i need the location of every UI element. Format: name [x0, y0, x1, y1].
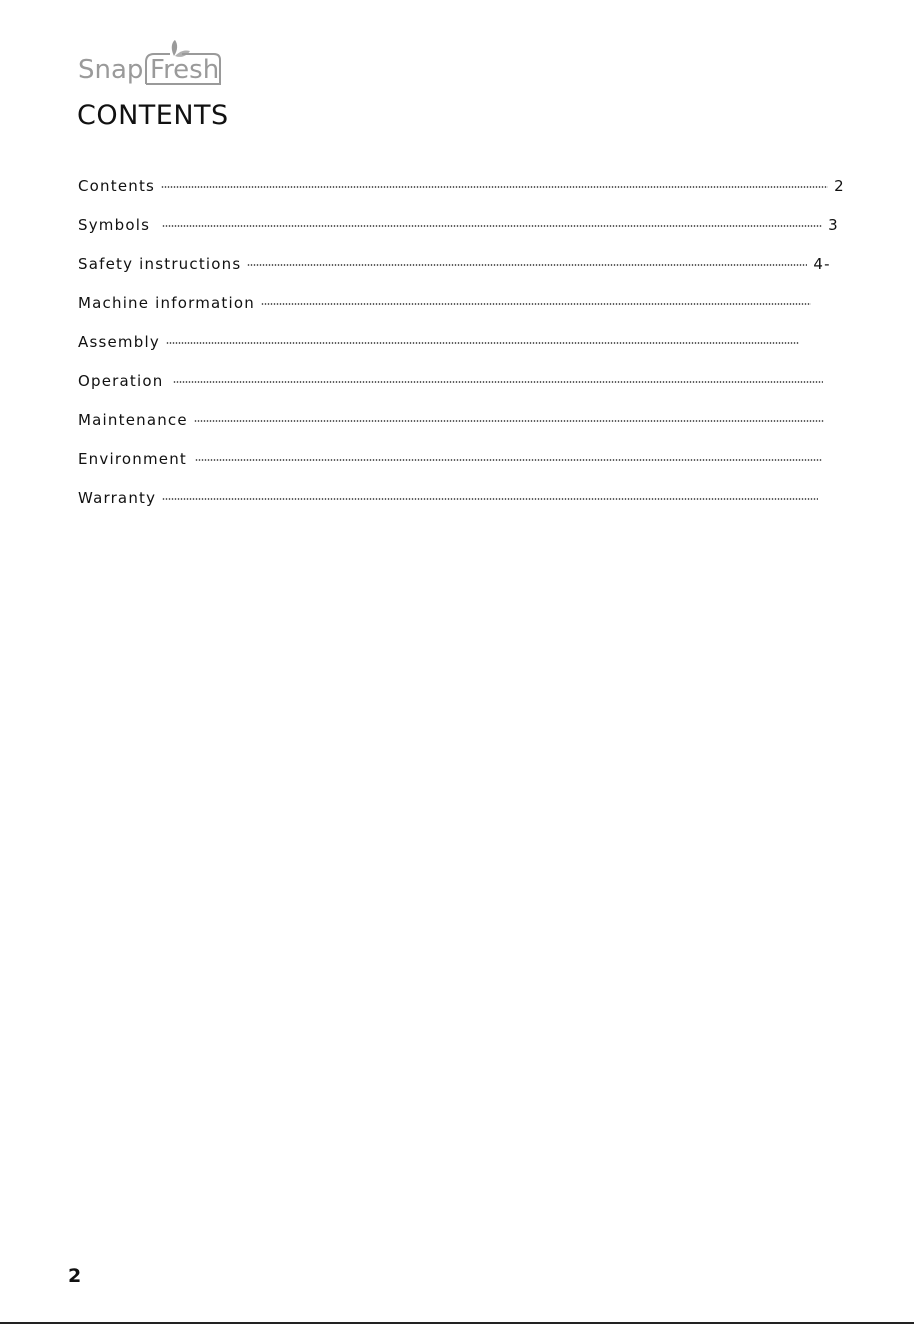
toc-entry-label: Machine information — [78, 294, 255, 312]
toc-entry-page: 2 — [834, 177, 845, 195]
logo-word-snap: Snap — [78, 55, 144, 85]
dot-leader — [161, 186, 828, 188]
toc-entry-label: Warranty — [78, 489, 157, 507]
toc-entry-maintenance[interactable] — [78, 409, 848, 448]
toc-entry-label: Maintenance — [78, 411, 188, 429]
toc-entry-label: Safety instructions — [78, 255, 242, 273]
toc-entry-assembly[interactable] — [78, 331, 848, 370]
page-number: 2 — [68, 1265, 82, 1287]
dot-leader — [261, 303, 811, 305]
toc-entry-environment[interactable] — [78, 448, 848, 487]
toc-entry-page: 4- — [813, 255, 831, 273]
page-title: CONTENTS — [77, 100, 229, 131]
dot-leader — [247, 264, 807, 266]
snapfresh-logo-graphic — [78, 38, 228, 88]
toc-entry-label: Environment — [78, 450, 187, 468]
dot-leader — [195, 459, 822, 461]
toc-entry-contents[interactable] — [78, 175, 848, 214]
toc-entry-symbols[interactable] — [78, 214, 848, 253]
dot-leader — [162, 225, 822, 227]
toc-entry-safety-instructions[interactable] — [78, 253, 848, 292]
toc-entry-warranty[interactable] — [78, 487, 848, 526]
dot-leader — [162, 498, 818, 500]
toc-entry-machine-information[interactable] — [78, 292, 848, 331]
toc-entry-label: Contents — [78, 177, 156, 195]
dot-leader — [194, 420, 824, 422]
toc-entry-label: Operation — [78, 372, 164, 390]
logo-word-fresh: Fresh — [150, 55, 220, 85]
toc-entry-page: 3 — [828, 216, 839, 234]
toc-entry-label: Assembly — [78, 333, 160, 351]
toc-entry-operation[interactable] — [78, 370, 848, 409]
dot-leader — [173, 381, 823, 383]
dot-leader — [166, 342, 799, 344]
toc-entry-label: Symbols — [78, 216, 151, 234]
snapfresh-logo — [78, 38, 228, 88]
table-of-contents — [78, 175, 848, 526]
leaf-icon — [172, 40, 177, 56]
